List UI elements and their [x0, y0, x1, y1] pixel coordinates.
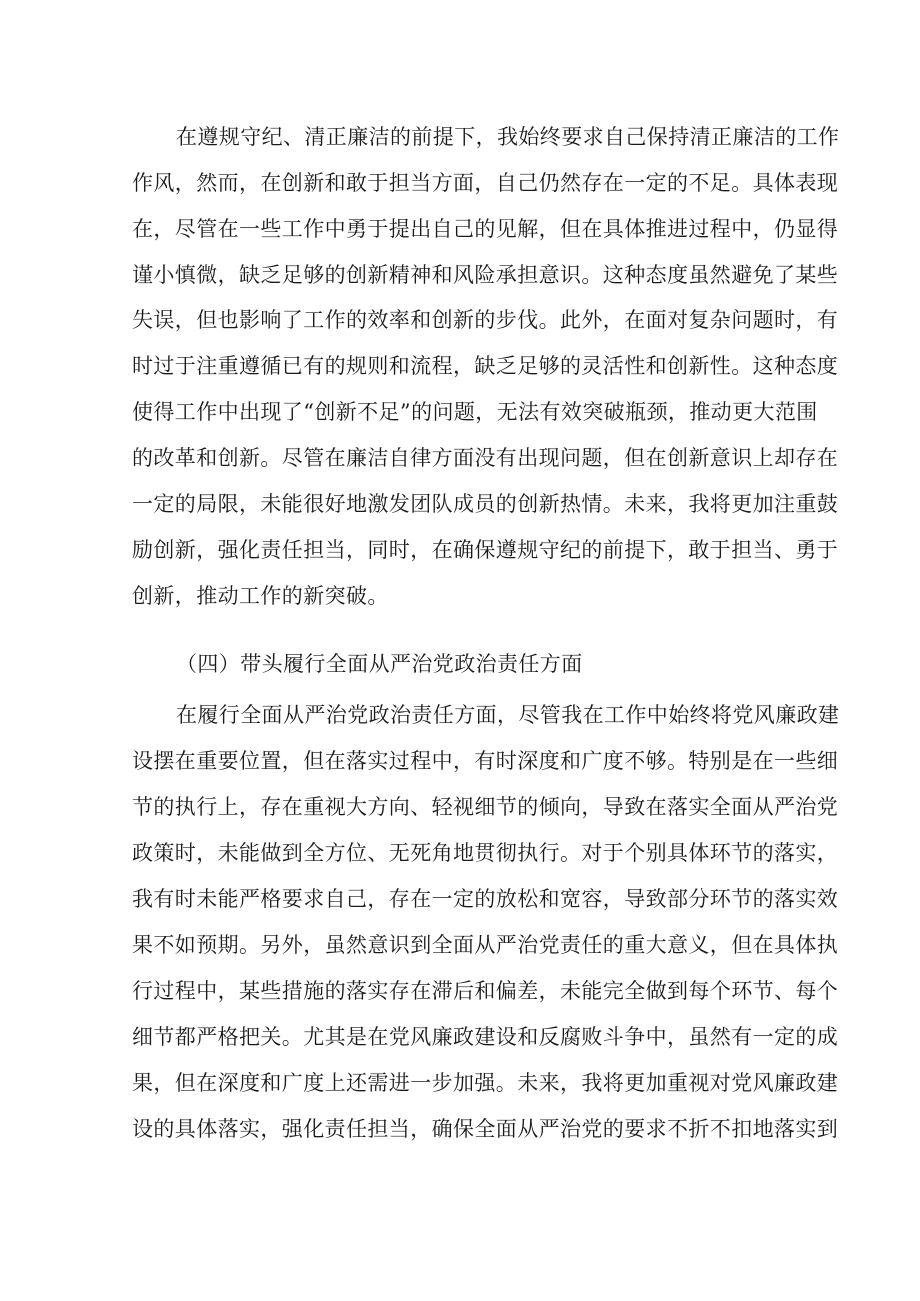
text-line: 设摆在重要位置，但在落实过程中，有时深度和广度不够。特别是在一些细	[132, 749, 839, 773]
text-line: 创新，推动工作的新突破。	[132, 584, 389, 608]
text-line: 励创新，强化责任担当，同时，在确保遵规守纪的前提下，敢于担当、勇于	[132, 538, 839, 562]
text-line: 在履行全面从严治党政治责任方面，尽管我在工作中始终将党风廉政建	[176, 703, 840, 727]
text-line: 在遵规守纪、清正廉洁的前提下，我始终要求自己保持清正廉洁的工作	[176, 125, 840, 149]
text-line: 一定的局限，未能很好地激发团队成员的创新热情。未来，我将更加注重鼓	[132, 492, 839, 516]
text-line: 在，尽管在一些工作中勇于提出自己的见解，但在具体推进过程中，仍显得	[132, 217, 839, 241]
text-line: 使得工作中出现了“创新不足”的问题，无法有效突破瓶颈，推动更大范围	[132, 400, 818, 424]
text-line: 行过程中，某些措施的落实存在滞后和偏差，未能完全做到每个环节、每个	[132, 979, 839, 1003]
text-line: 细节都严格把关。尤其是在党风廉政建设和反腐败斗争中，虽然有一定的成	[132, 1025, 839, 1049]
text-line: 谨小慎微，缺乏足够的创新精神和风险承担意识。这种态度虽然避免了某些	[132, 263, 839, 287]
text-line: 节的执行上，存在重视大方向、轻视细节的倾向，导致在落实全面从严治党	[132, 795, 839, 819]
text-line: 时过于注重遵循已有的规则和流程，缺乏足够的灵活性和创新性。这种态度	[132, 354, 839, 378]
text-line: 的改革和创新。尽管在廉洁自律方面没有出现问题，但在创新意识上却存在	[132, 446, 839, 470]
text-line: 作风，然而，在创新和敢于担当方面，自己仍然存在一定的不足。具体表现	[132, 171, 839, 195]
text-line: 我有时未能严格要求自己，存在一定的放松和宽容，导致部分环节的落实效	[132, 887, 839, 911]
text-line: 政策时，未能做到全方位、无死角地贯彻执行。对于个别具体环节的落实，	[132, 841, 839, 865]
text-line: 失误，但也影响了工作的效率和创新的步伐。此外，在面对复杂问题时，有	[132, 308, 839, 332]
section-heading: （四）带头履行全面从严治党政治责任方面	[176, 652, 583, 676]
text-line: 设的具体落实，强化责任担当，确保全面从严治党的要求不折不扣地落实到	[132, 1117, 839, 1141]
text-line: 果不如预期。另外，虽然意识到全面从严治党责任的重大意义，但在具体执	[132, 933, 839, 957]
text-line: 果，但在深度和广度上还需进一步加强。未来，我将更加重视对党风廉政建	[132, 1071, 839, 1095]
